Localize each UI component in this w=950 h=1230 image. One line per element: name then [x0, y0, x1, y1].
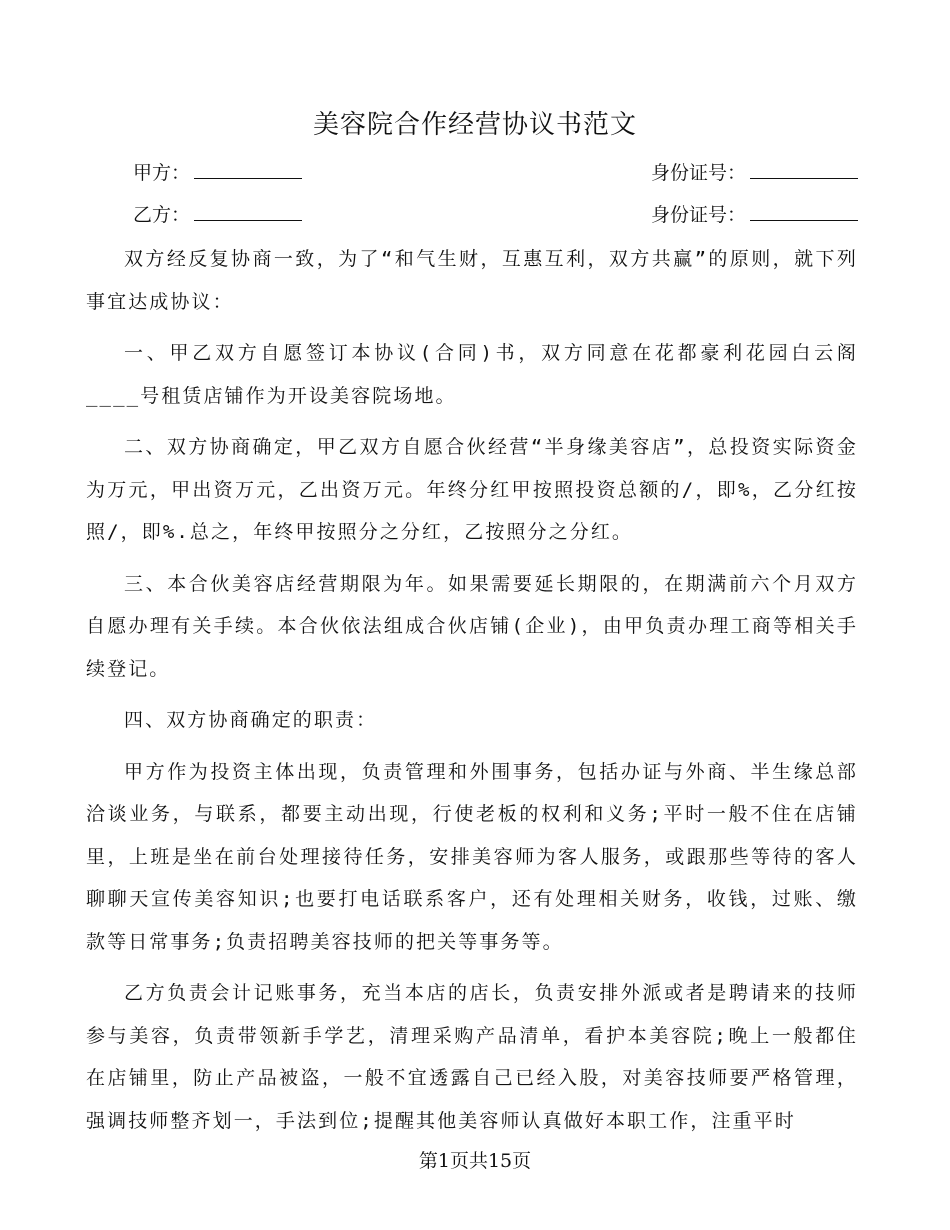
party-b-row [133, 200, 858, 232]
party-a-id-blank-line [750, 158, 858, 179]
party-a-field [133, 158, 302, 185]
party-b-id-blank-line [750, 200, 858, 221]
paragraph-clause-1: 一、甲乙双方自愿签订本协议(合同)书，双方同意在花都豪利花园白云阁____号租赁店铺作为开设美容院场地。 [86, 342, 858, 407]
party-a-id-field [651, 158, 858, 185]
party-b-label: 乙方： [133, 204, 191, 226]
paragraph-intro: 双方经反复协商一致，为了“和气生财，互惠互利，双方共赢”的原则，就下列事宜达成协议： [86, 248, 858, 313]
party-b-blank-line [194, 200, 302, 221]
party-a-id-label: 身份证号： [650, 162, 746, 184]
agreement-body [86, 238, 858, 1142]
party-b-field [133, 200, 302, 227]
page-number-footer: 第1页共15页 [418, 1150, 532, 1172]
party-b-id-field [651, 200, 858, 227]
document-title: 美容院合作经营协议书范文 [312, 110, 637, 140]
party-a-row [133, 158, 858, 190]
party-a-blank-line [194, 158, 302, 179]
paragraph-party-b-duties: 乙方负责会计记账事务，充当本店的店长，负责安排外派或者是聘请来的技师参与美容，负责带领新手学艺，清理采购产品清单，看护本美容院;晚上一般都住在店铺里，防止产品被盗，一般不宜透露自己已经入股，对美容技师要严格管理，强调技师整齐划一，手法到位;提醒其他美容师认真做好本职工作，注重平时 [86, 982, 858, 1132]
paragraph-clause-3: 三、本合伙美容店经营期限为年。如果需要延长期限的，在期满前六个月双方自愿办理有关手续。本合伙依法组成合伙店铺(企业)，由甲负责办理工商等相关手续登记。 [86, 572, 858, 680]
party-a-label: 甲方： [133, 162, 191, 184]
paragraph-party-a-duties: 甲方作为投资主体出现，负责管理和外围事务，包括办证与外商、半生缘总部洽谈业务，与联系，都要主动出现，行使老板的权利和义务;平时一般不住在店铺里，上班是坐在前台处理接待任务，安排美容师为客人服务，或跟那些等待的客人聊聊天宣传美容知识;也要打电话联系客户，还有处理相关财务，收钱，过账、缴款等日常事务;负责招聘美容技师的把关等事务等。 [86, 760, 858, 953]
party-b-id-label: 身份证号： [650, 204, 746, 226]
paragraph-clause-2: 二、双方协商确定，甲乙双方自愿合伙经营“半身缘美容店”，总投资实际资金为万元，甲出资万元，乙出资万元。年终分红甲按照投资总额的/，即%，乙分红按照/，即%.总之，年终甲按照分之分红，乙按照分之分红。 [86, 436, 858, 543]
paragraph-clause-4-heading: 四、双方协商确定的职责： [124, 709, 378, 731]
